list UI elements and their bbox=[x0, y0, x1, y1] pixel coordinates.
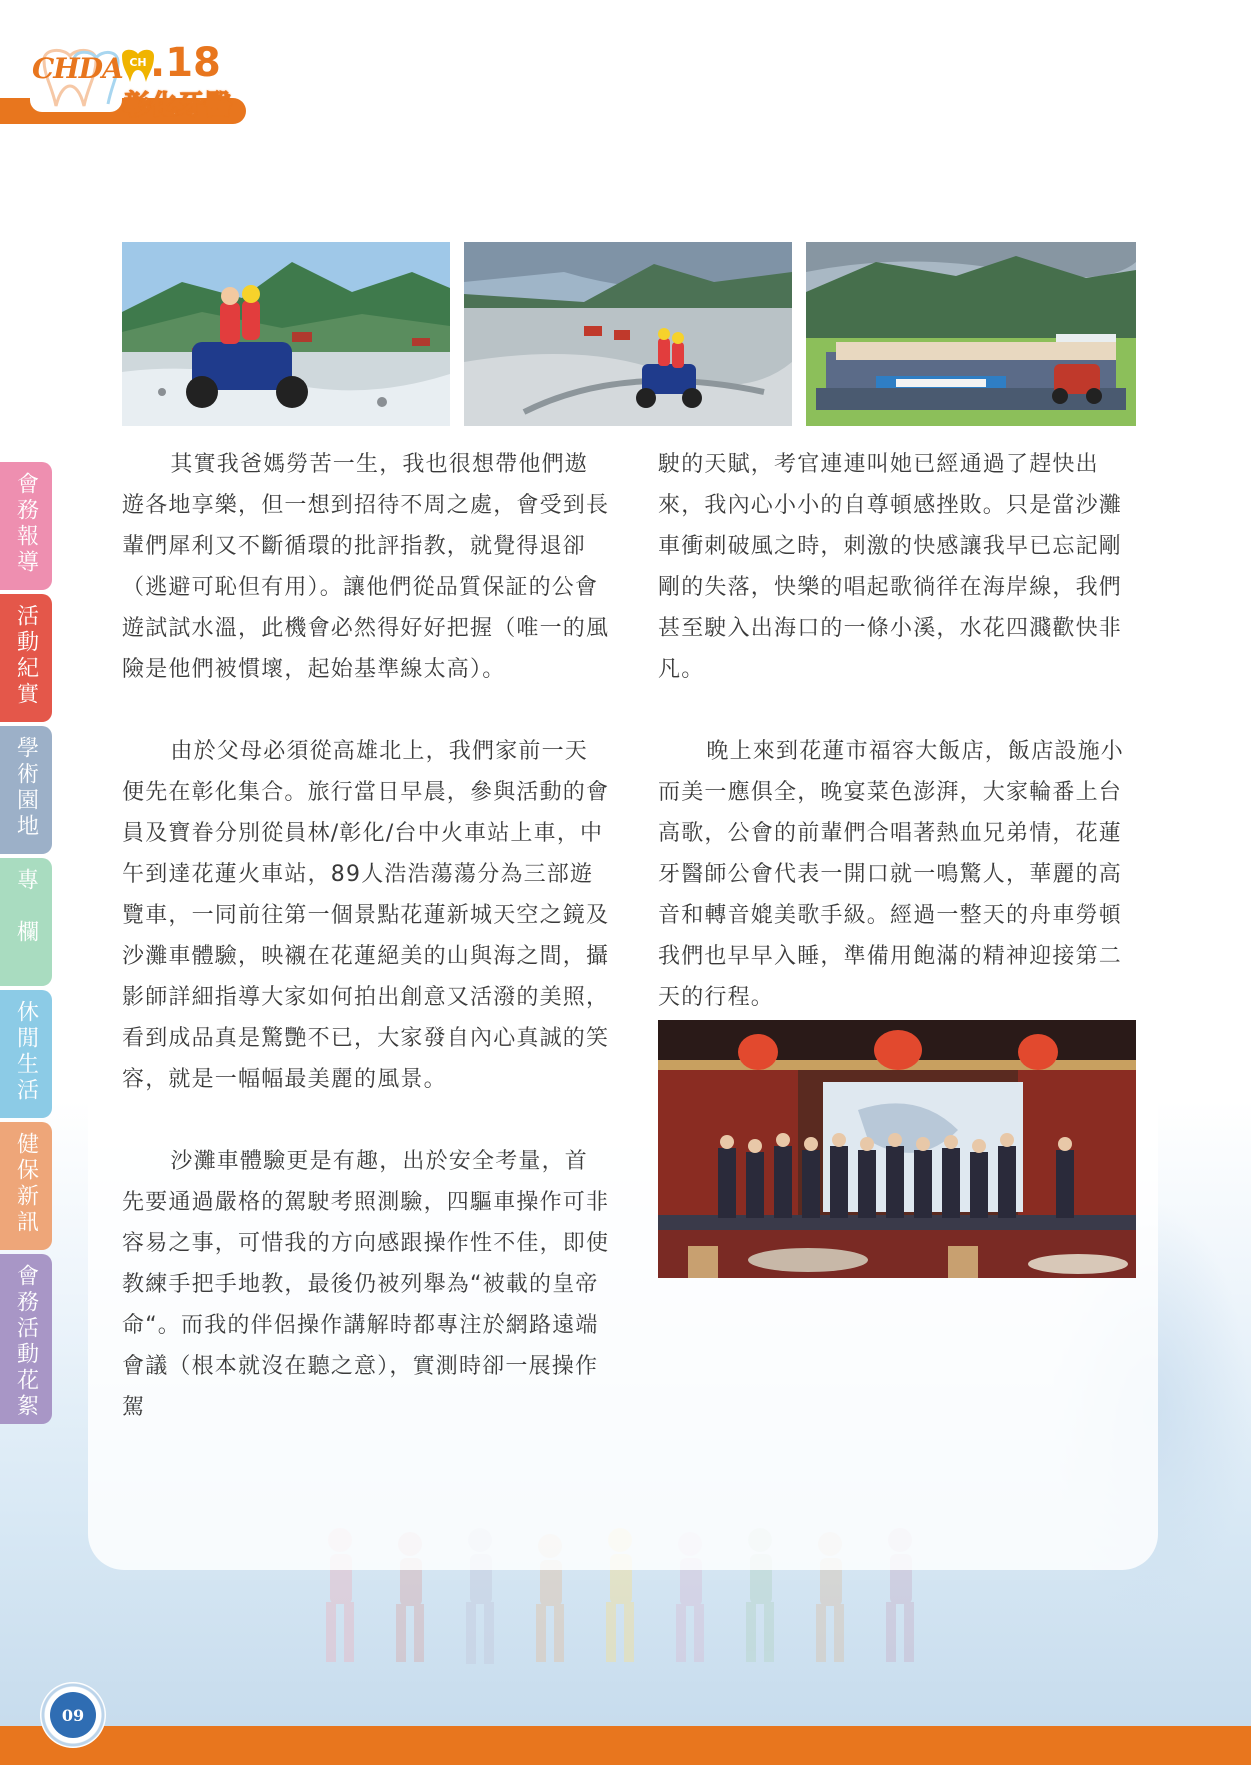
paragraph-hotel-banquet: 晚上來到花蓮市福容大飯店，飯店設施小而美一應俱全，晚宴菜色澎湃，大家輪番上台高歌，公會的前輩們合唱著熱血兄弟情，花蓮牙醫師公會代表一開口就一鳴驚人，華麗的高音和轉音媲美歌手級。經過一整天的舟車勞頓我們也早早入睡，準備用飽滿的精神迎接第二天的行程。 bbox=[658, 739, 1124, 1010]
banquet-photo bbox=[658, 1020, 1136, 1278]
atv-beach-photo bbox=[464, 242, 792, 426]
paragraph-atv-continued: 駛的天賦，考官連連叫她已經通過了趕快出來，我內心小小的自尊頓感挫敗。只是當沙灘車衝刺破風之時，刺激的快感讓我早已忘記剛剛的失落，快樂的唱起歌徜徉在海岸線，我們甚至駛入出海口的一條小溪，水花四濺歡快非凡。 bbox=[658, 452, 1123, 682]
tab-health-insurance[interactable]: 健保新訊 bbox=[0, 1122, 52, 1250]
group-photo bbox=[806, 242, 1136, 426]
magazine-title: 彰化牙醫 bbox=[124, 90, 233, 120]
right-column-text bbox=[658, 444, 1136, 1018]
page-number: 09 bbox=[61, 1705, 85, 1725]
tab-column[interactable]: 專 欄 bbox=[0, 858, 52, 986]
svg-text:CH: CH bbox=[129, 56, 147, 69]
paragraph-parents-trip: 其實我爸媽勞苦一生，我也很想帶他們遨遊各地享樂，但一想到招待不周之處，會受到長輩們犀利又不斷循環的批評指教，就覺得退卻（逃避可恥但有用）。讓他們從品質保証的公會遊試試水溫，此機會必然得好好把握（唯一的風險是他們被慣壞，起始基準線太高）。 bbox=[122, 452, 610, 682]
issue-number: .18 bbox=[150, 40, 221, 86]
tab-leisure[interactable]: 休閒生活 bbox=[0, 990, 52, 1118]
left-column-text bbox=[122, 444, 610, 1428]
footer-orange-bar bbox=[0, 1726, 1251, 1765]
page-number-badge bbox=[50, 1692, 96, 1738]
tab-activity-records[interactable]: 活動紀實 bbox=[0, 594, 52, 722]
logo-text: CHDA bbox=[32, 52, 123, 85]
tab-activity-highlights[interactable]: 會務活動花絮 bbox=[0, 1254, 52, 1424]
tab-academic[interactable]: 學術園地 bbox=[0, 726, 52, 854]
paragraph-departure-day: 由於父母必須從高雄北上，我們家前一天便先在彰化集合。旅行當日早晨，參與活動的會員及寶眷分別從員林/彰化/台中火車站上車，中午到達花蓮火車站，89人浩浩蕩蕩分為三部遊覽車，一同前往第一個景點花蓮新城天空之鏡及沙灘車體驗，映襯在花蓮絕美的山與海之間，攝影師詳細指導大家如何拍出創意又活潑的美照，看到成品真是驚艷不已，大家發自內心真誠的笑容，就是一幅幅最美麗的風景。 bbox=[122, 739, 610, 1092]
tab-association-news[interactable]: 會務報導 bbox=[0, 462, 52, 590]
atv-river-photo bbox=[122, 242, 450, 426]
paragraph-atv-experience: 沙灘車體驗更是有趣，出於安全考量，首先要通過嚴格的駕駛考照測驗，四驅車操作可非容易之事，可惜我的方向感跟操作性不佳，即使教練手把手地教，最後仍被列舉為“被載的皇帝命“。而我的伴侶操作講解時都專注於網路遠端會議（根本就沒在聽之意），實測時卻一展操作駕 bbox=[122, 1149, 610, 1420]
